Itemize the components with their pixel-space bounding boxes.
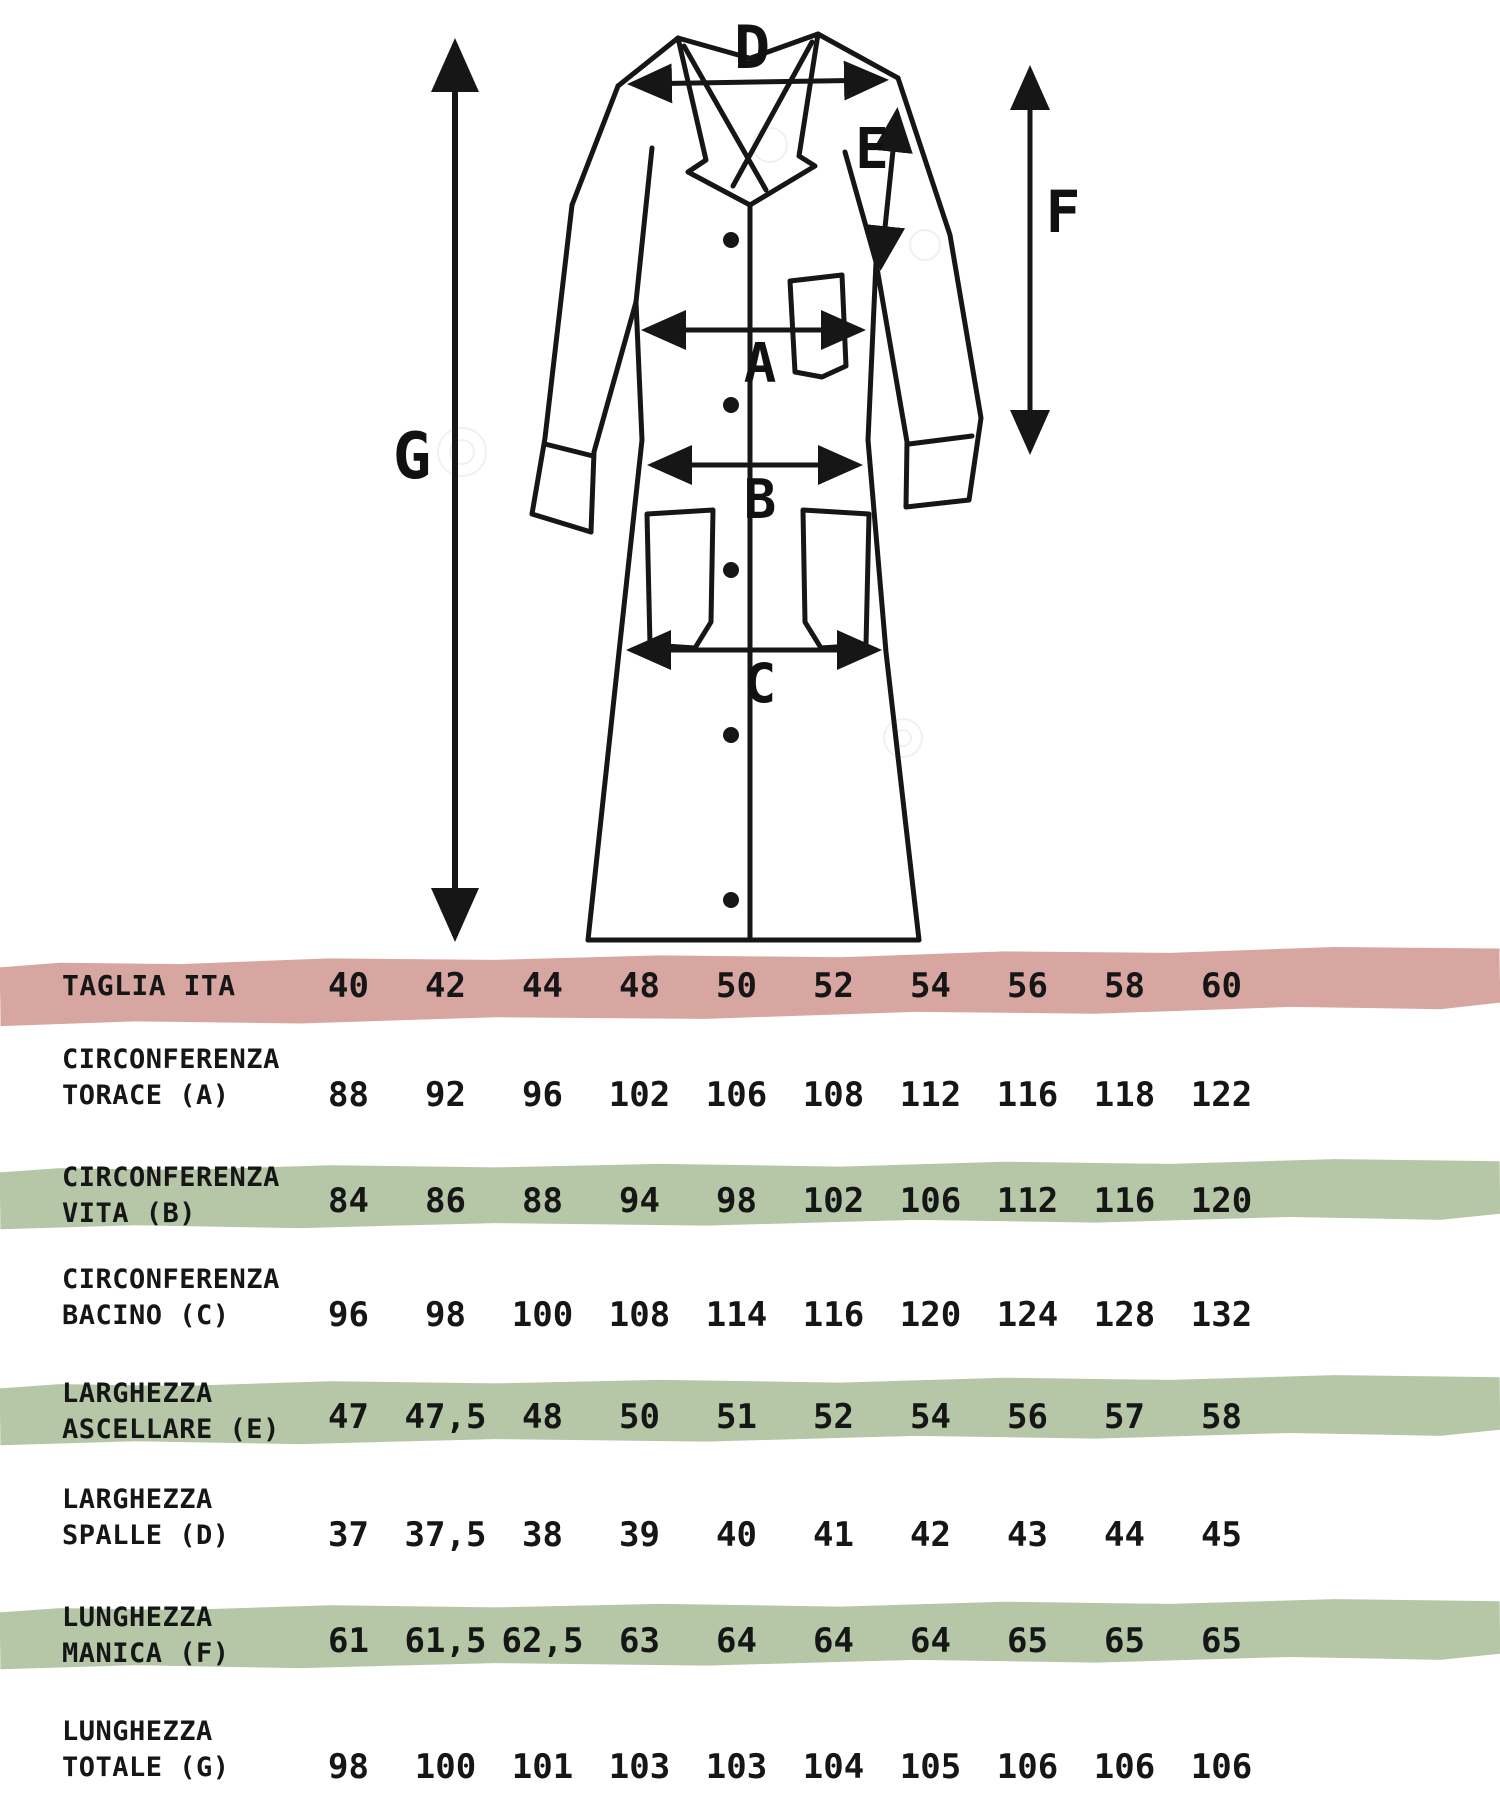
row-grid (55, 1596, 1500, 1672)
label-E: E (855, 117, 889, 182)
value-cell: 45 (1201, 1515, 1242, 1555)
value-cell: 64 (716, 1621, 757, 1661)
row-label (55, 1160, 300, 1232)
row-label-line1: CIRCONFERENZA (62, 1044, 280, 1075)
value-cell: 47,5 (404, 1397, 487, 1437)
value-cell: 62,5 (501, 1621, 584, 1661)
value-cell: 92 (425, 1075, 466, 1115)
label-F: F (1045, 178, 1081, 246)
row-label (55, 1600, 300, 1672)
row-label-line1: LUNGHEZZA (62, 1716, 213, 1747)
value-cell: 98 (328, 1747, 369, 1787)
value-cell: 88 (522, 1181, 563, 1221)
value-cell: 100 (414, 1747, 477, 1787)
label-D: D (733, 13, 771, 83)
table-row (0, 1258, 1500, 1334)
value-cell: 108 (608, 1295, 671, 1335)
value-cell: 124 (996, 1295, 1059, 1335)
table-row (0, 1710, 1500, 1786)
size-cell: 40 (328, 966, 369, 1006)
value-cell: 106 (705, 1075, 768, 1115)
value-cell: 63 (619, 1621, 660, 1661)
row-label-line2: MANICA (F) (62, 1638, 230, 1669)
table-row (0, 1038, 1500, 1114)
value-cell: 98 (425, 1295, 466, 1335)
value-cell: 116 (996, 1075, 1059, 1115)
value-cell: 112 (996, 1181, 1059, 1221)
size-cell: 52 (813, 966, 854, 1006)
value-cell: 106 (996, 1747, 1059, 1787)
value-cell: 128 (1093, 1295, 1156, 1335)
value-cell: 54 (910, 1397, 951, 1437)
value-cell: 38 (522, 1515, 563, 1555)
value-cell: 56 (1007, 1397, 1048, 1437)
value-cell: 57 (1104, 1397, 1145, 1437)
row-label-line2: TOTALE (G) (62, 1752, 230, 1783)
row-label-line1: LUNGHEZZA (62, 1602, 213, 1633)
value-cell: 105 (899, 1747, 962, 1787)
row-label-line2: ASCELLARE (E) (62, 1414, 280, 1445)
value-cell: 50 (619, 1397, 660, 1437)
size-cell: 48 (619, 966, 660, 1006)
row-grid (55, 1372, 1500, 1448)
table-row-sizes (0, 950, 1500, 1022)
row-label-line1: LARGHEZZA (62, 1484, 213, 1515)
row-label-line2: VITA (B) (62, 1198, 197, 1229)
value-cell: 116 (1093, 1181, 1156, 1221)
value-cell: 42 (910, 1515, 951, 1555)
value-cell: 61 (328, 1621, 369, 1661)
size-cell: 54 (910, 966, 951, 1006)
row-label-line2: BACINO (C) (62, 1300, 230, 1331)
size-cell: 42 (425, 966, 466, 1006)
value-cell: 106 (1190, 1747, 1253, 1787)
size-cell: 60 (1201, 966, 1242, 1006)
label-A: A (743, 332, 777, 395)
row-grid (55, 1156, 1500, 1232)
size-cell: 56 (1007, 966, 1048, 1006)
value-cell: 101 (511, 1747, 574, 1787)
value-cell: 98 (716, 1181, 757, 1221)
value-cell: 120 (1190, 1181, 1253, 1221)
row-grid (55, 1038, 1500, 1114)
row-label (55, 1376, 300, 1448)
value-cell: 102 (802, 1181, 865, 1221)
value-cell: 96 (522, 1075, 563, 1115)
value-cell: 132 (1190, 1295, 1253, 1335)
value-cell: 88 (328, 1075, 369, 1115)
value-cell: 37 (328, 1515, 369, 1555)
value-cell: 106 (899, 1181, 962, 1221)
row-label-line2: SPALLE (D) (62, 1520, 230, 1551)
value-cell: 41 (813, 1515, 854, 1555)
value-cell: 100 (511, 1295, 574, 1335)
value-cell: 112 (899, 1075, 962, 1115)
value-cell: 86 (425, 1181, 466, 1221)
value-cell: 51 (716, 1397, 757, 1437)
value-cell: 94 (619, 1181, 660, 1221)
label-G: G (392, 420, 432, 494)
value-cell: 103 (608, 1747, 671, 1787)
table-row (0, 1372, 1500, 1448)
value-cell: 37,5 (404, 1515, 487, 1555)
row-grid (55, 1478, 1500, 1554)
value-cell: 47 (328, 1397, 369, 1437)
value-cell: 61,5 (404, 1621, 487, 1661)
row-label (55, 1042, 300, 1114)
table-row (0, 1478, 1500, 1554)
row-grid (55, 1710, 1500, 1786)
value-cell: 106 (1093, 1747, 1156, 1787)
value-cell: 48 (522, 1397, 563, 1437)
value-cell: 118 (1093, 1075, 1156, 1115)
value-cell: 116 (802, 1295, 865, 1335)
table-row (0, 1596, 1500, 1672)
value-cell: 64 (910, 1621, 951, 1661)
value-cell: 65 (1104, 1621, 1145, 1661)
value-cell: 120 (899, 1295, 962, 1335)
size-cell: 44 (522, 966, 563, 1006)
value-cell: 65 (1201, 1621, 1242, 1661)
row-label-line1: CIRCONFERENZA (62, 1264, 280, 1295)
row-label-line1: LARGHEZZA (62, 1378, 213, 1409)
value-cell: 52 (813, 1397, 854, 1437)
row-label (55, 1714, 300, 1786)
value-cell: 58 (1201, 1397, 1242, 1437)
size-header-grid (55, 950, 1500, 1022)
label-B: B (743, 468, 777, 531)
value-cell: 122 (1190, 1075, 1253, 1115)
row-label: TAGLIA ITA (62, 969, 236, 1002)
row-label (55, 1482, 300, 1554)
row-label (55, 1262, 300, 1334)
label-C: C (743, 652, 777, 715)
value-cell: 114 (705, 1295, 768, 1335)
size-cell: 50 (716, 966, 757, 1006)
value-cell: 108 (802, 1075, 865, 1115)
value-cell: 40 (716, 1515, 757, 1555)
value-cell: 103 (705, 1747, 768, 1787)
value-cell: 102 (608, 1075, 671, 1115)
value-cell: 43 (1007, 1515, 1048, 1555)
table-row (0, 1156, 1500, 1232)
value-cell: 104 (802, 1747, 865, 1787)
value-cell: 39 (619, 1515, 660, 1555)
row-label-line2: TORACE (A) (62, 1080, 230, 1111)
value-cell: 65 (1007, 1621, 1048, 1661)
row-label-line1: CIRCONFERENZA (62, 1162, 280, 1193)
value-cell: 44 (1104, 1515, 1145, 1555)
size-cell: 58 (1104, 966, 1145, 1006)
value-cell: 96 (328, 1295, 369, 1335)
row-grid (55, 1258, 1500, 1334)
value-cell: 84 (328, 1181, 369, 1221)
value-cell: 64 (813, 1621, 854, 1661)
